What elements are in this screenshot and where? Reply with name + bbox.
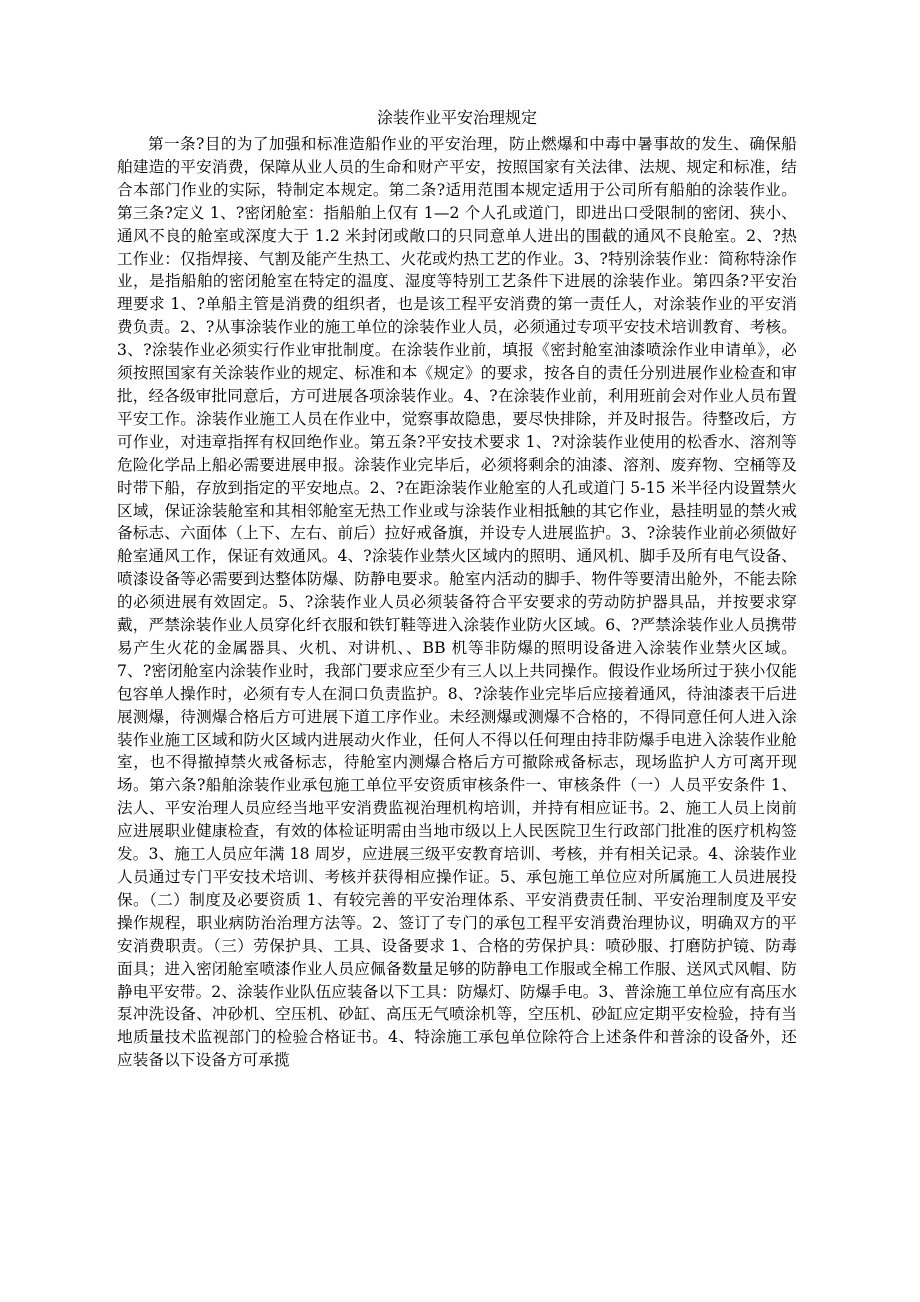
document-title: 涂装作业平安治理规定 — [376, 108, 537, 127]
document-page — [117, 108, 797, 1072]
document-body-text: 第一条?目的为了加强和标准造船作业的平安治理，防止燃爆和中毒中暑事故的发生、确保船舶建造的平安消费，保障从业人员的生命和财产平安，按照国家有关法律、法规、规定和标准，结合本部门作业的实际，特制定本规定。第二条?适用范围本规定适用于公司所有船舶的涂装作业。第三条?定义 1、?密闭舱室：指船舶上仅有 1—2 个人孔或道门，即进出口受限制的密闭、狭小、通风不良的舱室或深度大于 1.2 米封闭或敞口的只同意单人进出的围截的通风不良舱室。2、?热工作业：仅指焊接、气割及能产生热工、火花或灼热工艺的作业。3、?特别涂装作业：简称特涂作业，是指船舶的密闭舱室在特定的温度、湿度等特别工艺条件下进展的涂装作业。第四条?平安治理要求 1、?单船主管是消费的组织者，也是该工程平安消费的第一责任人，对涂装作业的平安消费负责。2、?从事涂装作业的施工单位的涂装作业人员，必须通过专项平安技术培训教育、考核。3、?涂装作业必须实行作业审批制度。在涂装作业前，填报《密封舱室油漆喷涂作业申请单》，必须按照国家有关涂装作业的规定、标准和本《规定》的要求，按各自的责任分别进展作业检查和审批，经各级审批同意后，方可进展各项涂装作业。4、?在涂装作业前，利用班前会对作业人员布置平安工作。涂装作业施工人员在作业中，觉察事故隐患，要尽快排除，并及时报告。待整改后，方可作业，对违章指挥有权回绝作业。第五条?平安技术要求 1、?对涂装作业使用的松香水、溶剂等危险化学品上船必需要进展申报。涂装作业完毕后，必须将剩余的油漆、溶剂、废弃物、空桶等及时带下船，存放到指定的平安地点。2、?在距涂装作业舱室的人孔或道门 5-15 米半径内设置禁火区域，保证涂装舱室和其相邻舱室无热工作业或与涂装作业相抵触的其它作业，悬挂明显的禁火戒备标志、六面体（上下、左右、前后）拉好戒备旗，并设专人进展监护。3、?涂装作业前必须做好舱室通风工作，保证有效通风。4、?涂装作业禁火区域内的照明、通风机、脚手及所有电气设备、喷漆设备等必需要到达整体防爆、防静电要求。舱室内活动的脚手、物件等要清出舱外，不能去除的必须进展有效固定。5、?涂装作业人员必须装备符合平安要求的劳动防护器具品，并按要求穿戴，严禁涂装作业人员穿化纤衣服和铁钉鞋等进入涂装作业防火区域。6、?严禁涂装作业人员携带易产生火花的金属器具、火机、对讲机、、BB 机等非防爆的照明设备进入涂装作业禁火区域。7、?密闭舱室内涂装作业时，我部门要求应至少有三人以上共同操作。假设作业场所过于狭小仅能包容单人操作时，必须有专人在洞口负责监护。8、?涂装作业完毕后应接着通风，待油漆表干后进展测爆，待测爆合格后方可进展下道工序作业。未经测爆或测爆不合格的，不得同意任何人进入涂装作业施工区域和防火区域内进展动火作业，任何人不得以任何理由持非防爆手电进入涂装作业舱室，也不得撤掉禁火戒备标志，待舱室内测爆合格后方可撤除戒备标志，现场监护人方可离开现场。第六条?船舶涂装作业承包施工单位平安资质审核条件一、审核条件（一）人员平安条件 1、法人、平安治理人员应经当地平安消费监视治理机构培训，并持有相应证书。2、施工人员上岗前应进展职业健康检查，有效的体检证明需由当地市级以上人民医院卫生行政部门批准的医疗机构签发。3、施工人员应年满 18 周岁，应进展三级平安教育培训、考核，并有相关记录。4、涂装作业人员通过专门平安技术培训、考核并获得相应操作证。5、承包施工单位应对所属施工人员进展投保。（二）制度及必要资质 1、有较完善的平安治理体系、平安消费责任制、平安治理制度及平安操作规程，职业病防治治理方法等。2、签订了专门的承包工程平安消费治理协议，明确双方的平安消费职责。（三）劳保护具、工具、设备要求 1、合格的劳保护具：喷砂服、打磨防护镜、防毒面具；进入密闭舱室喷漆作业人员应佩备数量足够的防静电工作服或全棉工作服、送风式风帽、防静电平安带。2、涂装作业队伍应装备以下工具：防爆灯、防爆手电。3、普涂施工单位应有高压水泵冲洗设备、冲砂机、空压机、砂缸、高压无气喷涂机等，空压机、砂缸应定期平安检验，持有当地质量技术监视部门的检验合格证书。4、特涂施工承包单位除符合上述条件和普涂的设备外，还应装备以下设备方可承揽 — [117, 135, 797, 1070]
